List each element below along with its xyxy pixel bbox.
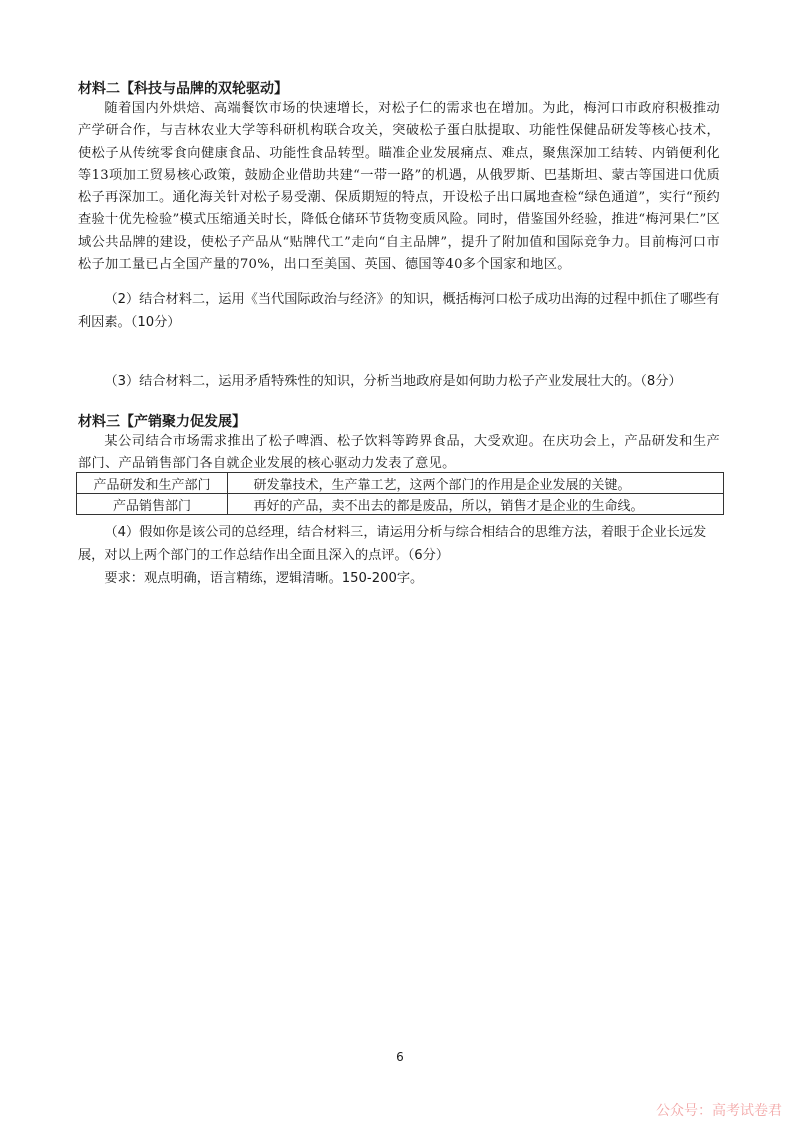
question-4-requirement: 要求：观点明确，语言精练，逻辑清晰。150-200字。 xyxy=(104,571,424,586)
question-3: （3）结合材料二，运用矛盾特殊性的知识，分析当地政府是如何助力松子产业发展壮大的。（8分） xyxy=(104,374,682,389)
table-row xyxy=(77,473,724,494)
question-4: （4）假如你是该公司的总经理，结合材料三，请运用分析与综合相结合的思维方法，着眼于企业长远发展，对以上两个部门的工作总结作出全面且深入的点评。（6分） xyxy=(78,525,707,563)
material3-heading: 材料三【产销聚力促发展】 xyxy=(78,414,246,430)
department-view: 再好的产品，卖不出去的都是废品，所以，销售才是企业的生命线。 xyxy=(228,494,724,515)
table-row xyxy=(77,494,724,515)
material3-body: 某公司结合市场需求推出了松子啤酒、松子饮料等跨界食品，大受欢迎。在庆功会上，产品研发和生产部门、产品销售部门各自就企业发展的核心驱动力发表了意见。 xyxy=(78,434,720,472)
question-2: （2）结合材料二，运用《当代国际政治与经济》的知识，概括梅河口松子成功出海的过程中抓住了哪些有利因素。（10分） xyxy=(78,292,720,330)
department-name: 产品研发和生产部门 xyxy=(77,473,228,494)
watermark: 公众号：高考试卷君 xyxy=(656,1103,782,1119)
material2-heading: 材料二【科技与品牌的双轮驱动】 xyxy=(78,81,288,97)
page-number: 6 xyxy=(396,1050,404,1064)
department-view: 研发靠技术，生产靠工艺，这两个部门的作用是企业发展的关键。 xyxy=(228,473,724,494)
material2-body: 随着国内外烘焙、高端餐饮市场的快速增长，对松子仁的需求也在增加。为此，梅河口市政府积极推动产学研合作，与吉林农业大学等科研机构联合攻关，突破松子蛋白肽提取、功能性保健品研发等核心技术，使松子从传统零食向健康食品、功能性食品转型。瞄准企业发展痛点、难点，聚焦深加工结转、内销便利化等13项加工贸易核心政策，鼓励企业借助共建“一带一路”的机遇，从俄罗斯、巴基斯坦、蒙古等国进口优质松子再深加工。通化海关针对松子易受潮、保质期短的特点，开设松子出口属地查检“绿色通道”，实行“预约查验十优先检验”模式压缩通关时长，降低仓储环节货物变质风险。同时，借鉴国外经验，推进“梅河果仁”区域公共品牌的建设，使松子产品从“贴牌代工”走向“自主品牌”，提升了附加值和国际竞争力。目前梅河口市松子加工量已占全国产量的70%，出口至美国、英国、德国等40多个国家和地区。 xyxy=(78,101,720,273)
department-name: 产品销售部门 xyxy=(77,494,228,515)
department-views-table xyxy=(76,472,724,515)
